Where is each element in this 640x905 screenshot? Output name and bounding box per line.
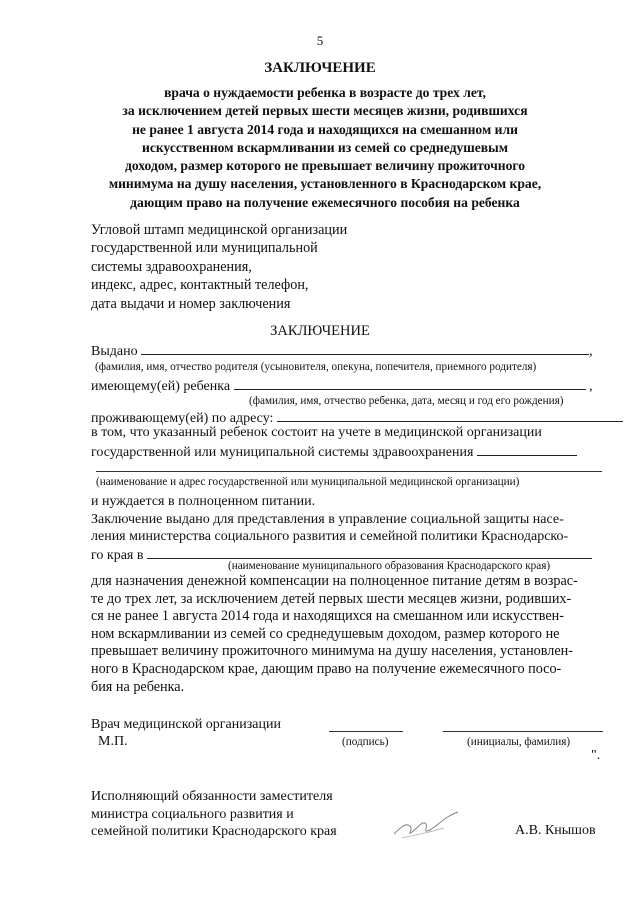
subtitle-line: доходом, размер которого не превышает величину прожиточного (124, 158, 526, 174)
child-field[interactable] (234, 376, 586, 390)
purpose-line: го края в (91, 548, 144, 563)
signature-field[interactable] (329, 731, 403, 732)
subtitle-line: минимума на душу населения, установленного в Краснодарском крае, (108, 176, 542, 192)
registered-line: в том, что указанный ребенок состоит на учете в медицинской организации (91, 425, 542, 440)
doctor-label: Врач медицинской организации (91, 717, 281, 732)
child-hint: (фамилия, имя, отчество ребенка, дата, месяц и год его рождения) (249, 395, 564, 407)
municipality-field[interactable] (147, 545, 592, 559)
issued-label: Выдано (91, 344, 138, 359)
subtitle-line: за исключением детей первых шести месяцев жизни, родившихся (122, 103, 528, 119)
subtitle-line: не ранее 1 августа 2014 года и находящихся на смешанном или (132, 121, 518, 137)
signer-line: семейной политики Краснодарского края (91, 824, 337, 839)
child-label: имеющему(ей) ребенка (91, 379, 231, 394)
initials-hint: (инициалы, фамилия) (467, 736, 571, 748)
municipality-hint: (наименование муниципального образования Краснодарского края) (228, 560, 551, 572)
signer-name: А.В. Кнышов (515, 823, 596, 838)
issued-field[interactable] (141, 341, 589, 355)
purpose-line: Заключение выдано для представления в управление социальной защиты насе- (91, 512, 564, 527)
seal-label: М.П. (98, 734, 128, 749)
paragraph-line: ся не ранее 1 августа 2014 года и находящихся на смешанном или искусствен- (91, 608, 564, 625)
child-row: имеющему(ей) ребенка , (91, 376, 593, 395)
document-subtitle (60, 84, 590, 212)
paragraph-line: превышает величину прожиточного минимума на душу населения, установлен- (91, 643, 573, 660)
handwritten-signature (388, 808, 468, 844)
subtitle-line: дающим право на получение ежемесячного пособия на ребенка (130, 194, 520, 210)
paragraph-line: ного в Краснодарском крае, дающим право на получение ежемесячного посо- (91, 660, 562, 677)
paragraph-line: ном вскармливании из семей со среднедушевым доходом, размер которого не (91, 625, 560, 642)
paragraph-line: для назначения денежной компенсации на полноценное питание детям в возрас- (91, 573, 578, 589)
org-hint: (наименование и адрес государственной или муниципальной медицинской организации) (96, 476, 520, 488)
signer-line: Исполняющий обязанности заместителя (91, 789, 333, 804)
corner-stamp-block (91, 221, 347, 313)
purpose-line: ления министерства социального развития и семейной политики Краснодарско- (91, 529, 569, 544)
paragraph-line: те до трех лет, за исключением детей первых шести месяцев жизни, родивших- (91, 590, 572, 607)
org-field[interactable] (96, 471, 602, 472)
address-field[interactable] (277, 408, 623, 422)
stamp-line: дата выдачи и номер заключения (91, 295, 291, 312)
address-label: проживающему(ей) по адресу: (91, 411, 274, 426)
form-title: ЗАКЛЮЧЕНИЕ (270, 323, 370, 339)
paragraph-line: бия на ребенка. (91, 678, 185, 695)
needs-text: и нуждается в полноценном питании. (91, 494, 316, 509)
subtitle-line: искусственном вскармливании из семей со среднедушевым (141, 139, 509, 155)
closing-quote: ". (591, 748, 601, 763)
document-title: ЗАКЛЮЧЕНИЕ (264, 60, 376, 76)
signature-hint: (подпись) (342, 736, 389, 748)
signer-line: министра социального развития и (91, 806, 294, 822)
stamp-line: государственной или муниципальной (91, 240, 318, 257)
stamp-line: Угловой штамп медицинской организации (91, 222, 348, 238)
signer-block (91, 788, 337, 841)
issued-row: Выдано , (91, 341, 593, 360)
initials-field[interactable] (443, 731, 603, 732)
compensation-paragraph (91, 573, 608, 696)
subtitle-line: врача о нуждаемости ребенка в возрасте до трех лет, (164, 85, 486, 100)
registered-text: государственной или муниципальной системы здравоохранения (91, 445, 474, 460)
stamp-line: индекс, адрес, контактный телефон, (91, 277, 309, 294)
registered-line-2 (91, 442, 577, 461)
stamp-line: системы здравоохранения, (91, 258, 252, 275)
issued-hint: (фамилия, имя, отчество родителя (усыновителя, опекуна, попечителя, приемного родителя) (95, 361, 537, 373)
page-number: 5 (316, 33, 324, 48)
health-system-field[interactable] (477, 442, 577, 456)
